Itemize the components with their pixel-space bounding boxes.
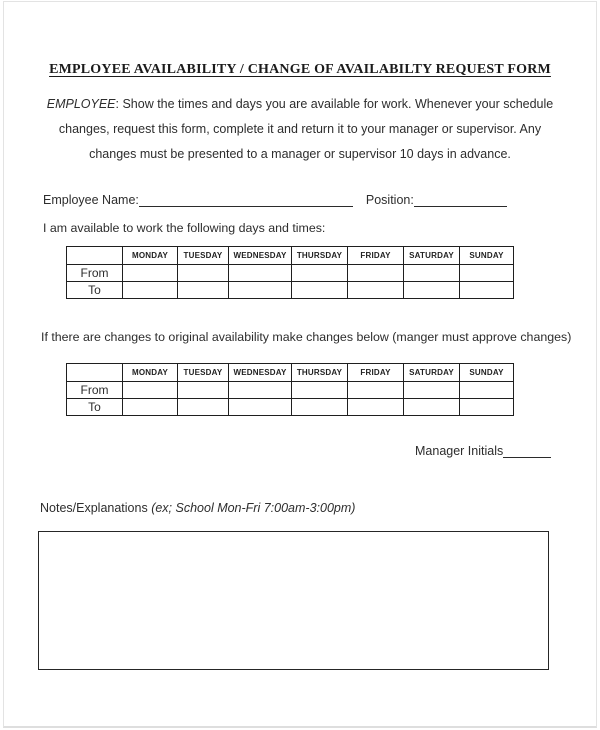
availability-to-wednesday-cell[interactable]	[229, 282, 292, 299]
notes-example-text: (ex; School Mon-Fri 7:00am-3:00pm)	[151, 501, 356, 515]
changes-table	[66, 363, 514, 416]
notes-input-area[interactable]	[38, 531, 549, 670]
intro-paragraph	[44, 92, 556, 167]
availability-to-thursday-cell[interactable]	[292, 282, 348, 299]
intro-employee-label: EMPLOYEE	[46, 97, 116, 111]
availability-to-friday-cell[interactable]	[348, 282, 404, 299]
intro-body-text: : Show the times and days you are available for work. Whenever your schedule changes, request this form, complete it and return it to your manager or supervisor. Any changes must be presented to a manager or supervisor 10 days in advance.	[58, 97, 554, 161]
position-field[interactable]	[414, 193, 507, 207]
manager-initials-row	[415, 444, 551, 458]
changes-row-label-to: To	[67, 399, 123, 416]
employee-name-label: Employee Name:	[43, 193, 139, 207]
day-header-wednesday: WEDNESDAY	[229, 364, 292, 382]
availability-from-tuesday-cell[interactable]	[178, 265, 229, 282]
availability-to-tuesday-cell[interactable]	[178, 282, 229, 299]
position-label: Position:	[365, 193, 414, 207]
availability-from-wednesday-cell[interactable]	[229, 265, 292, 282]
day-header-thursday: THURSDAY	[292, 247, 348, 265]
changes-to-tuesday-cell[interactable]	[178, 399, 229, 416]
name-position-row	[43, 193, 507, 207]
changes-from-wednesday-cell[interactable]	[229, 382, 292, 399]
day-header-tuesday: TUESDAY	[178, 364, 229, 382]
day-header-sunday: SUNDAY	[460, 364, 514, 382]
manager-initials-field[interactable]	[503, 444, 551, 458]
changes-to-monday-cell[interactable]	[123, 399, 178, 416]
availability-to-monday-cell[interactable]	[123, 282, 178, 299]
changes-to-saturday-cell[interactable]	[404, 399, 460, 416]
availability-from-saturday-cell[interactable]	[404, 265, 460, 282]
notes-heading	[40, 501, 355, 515]
form-title: EMPLOYEE AVAILABILITY / CHANGE OF AVAILABILTY REQUEST FORM	[49, 62, 551, 77]
changes-from-friday-cell[interactable]	[348, 382, 404, 399]
employee-name-field[interactable]	[139, 193, 353, 207]
changes-to-friday-cell[interactable]	[348, 399, 404, 416]
availability-from-thursday-cell[interactable]	[292, 265, 348, 282]
manager-initials-label: Manager Initials	[415, 444, 504, 458]
availability-to-saturday-cell[interactable]	[404, 282, 460, 299]
changes-from-monday-cell[interactable]	[123, 382, 178, 399]
day-header-saturday: SATURDAY	[404, 364, 460, 382]
availability-row-label-to: To	[67, 282, 123, 299]
availability-from-friday-cell[interactable]	[348, 265, 404, 282]
availability-to-sunday-cell[interactable]	[460, 282, 514, 299]
day-header-tuesday: TUESDAY	[178, 247, 229, 265]
availability-row-label-from: From	[67, 265, 123, 282]
changes-to-sunday-cell[interactable]	[460, 399, 514, 416]
availability-from-sunday-cell[interactable]	[460, 265, 514, 282]
day-header-friday: FRIDAY	[348, 364, 404, 382]
day-header-sunday: SUNDAY	[460, 247, 514, 265]
day-header-monday: MONDAY	[123, 364, 178, 382]
notes-label: Notes/Explanations	[40, 501, 152, 515]
changes-to-thursday-cell[interactable]	[292, 399, 348, 416]
changes-from-sunday-cell[interactable]	[460, 382, 514, 399]
day-header-saturday: SATURDAY	[404, 247, 460, 265]
changes-row-label-from: From	[67, 382, 123, 399]
changes-from-thursday-cell[interactable]	[292, 382, 348, 399]
availability-heading: I am available to work the following days and times:	[43, 221, 326, 235]
changes-to-wednesday-cell[interactable]	[229, 399, 292, 416]
day-header-thursday: THURSDAY	[292, 364, 348, 382]
availability-from-monday-cell[interactable]	[123, 265, 178, 282]
changes-heading: If there are changes to original availability make changes below (manger must approve changes)	[41, 330, 572, 344]
day-header-friday: FRIDAY	[348, 247, 404, 265]
changes-corner-cell	[67, 364, 123, 382]
changes-from-tuesday-cell[interactable]	[178, 382, 229, 399]
availability-table	[66, 246, 514, 299]
day-header-monday: MONDAY	[123, 247, 178, 265]
day-header-wednesday: WEDNESDAY	[229, 247, 292, 265]
availability-corner-cell	[67, 247, 123, 265]
changes-from-saturday-cell[interactable]	[404, 382, 460, 399]
